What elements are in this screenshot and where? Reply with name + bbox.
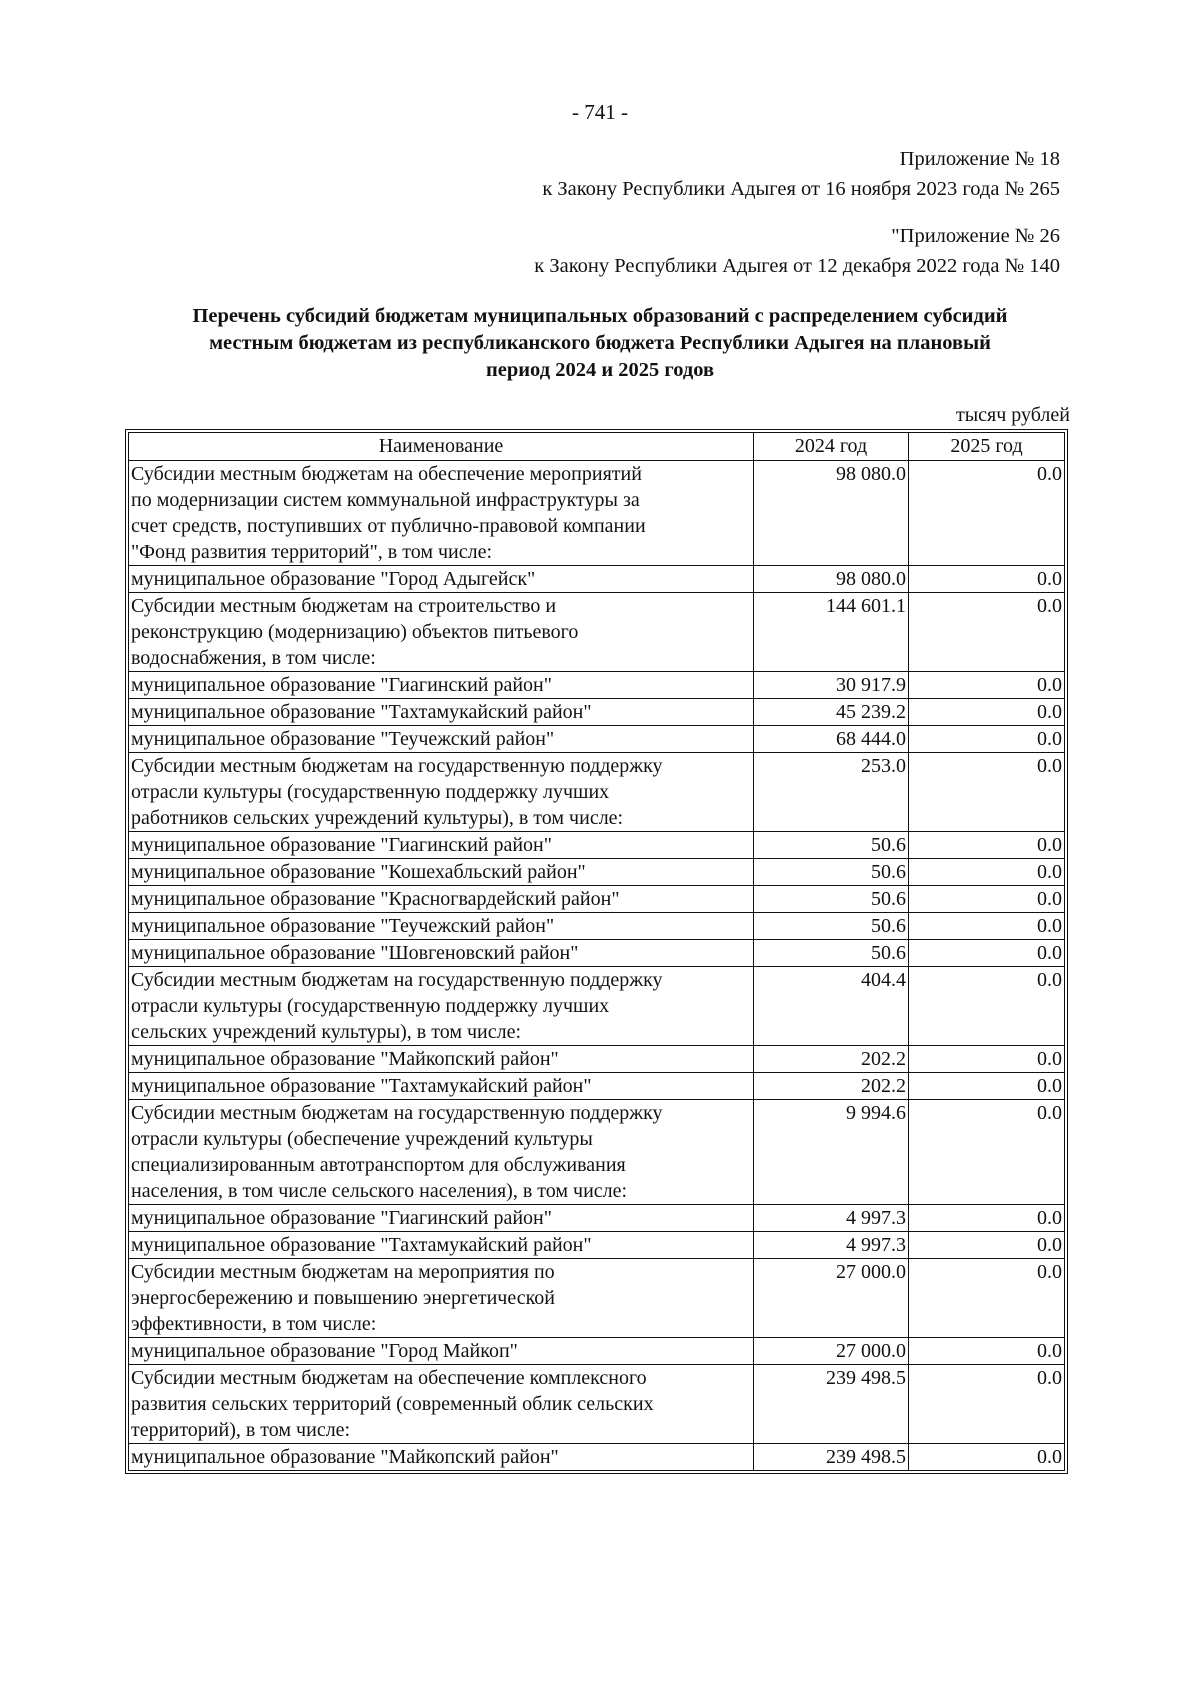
row-name-line: Субсидии местным бюджетам на государственную поддержку [131,969,663,991]
row-name [129,593,754,672]
table-row [129,967,1065,1046]
value-2024: 27 000.0 [754,1259,909,1338]
table-row [129,1232,1065,1259]
header-2024: 2024 год [754,433,909,461]
value-2025: 0.0 [909,967,1065,1046]
row-name [129,699,754,726]
row-name-line: муниципальное образование "Тахтамукайский район" [131,701,592,723]
table-header-row [129,433,1065,461]
table-row [129,1338,1065,1365]
row-name-line: Субсидии местным бюджетам на обеспечение мероприятий [131,463,642,485]
table-row [129,1365,1065,1444]
value-2024: 50.6 [754,832,909,859]
table-row [129,886,1065,913]
table-body [129,461,1065,1471]
row-name-line: муниципальное образование "Теучежский район" [131,728,555,750]
value-2025: 0.0 [909,593,1065,672]
row-name [129,1100,754,1205]
value-2025: 0.0 [909,672,1065,699]
row-name-line: населения, в том числе сельского населения), в том числе: [131,1180,628,1202]
row-name [129,1338,754,1365]
row-name-line: по модернизации систем коммунальной инфраструктуры за [131,489,640,511]
row-name [129,1232,754,1259]
value-2025: 0.0 [909,1338,1065,1365]
row-name-line: реконструкцию (модернизацию) объектов питьевого [131,621,579,643]
value-2025: 0.0 [909,1073,1065,1100]
row-name-line: муниципальное образование "Гиагинский район" [131,834,552,856]
row-name-line: территорий), в том числе: [131,1419,351,1441]
document-title-line: местным бюджетам из республиканского бюджета Республики Адыгея на плановый [209,332,991,354]
value-2025: 0.0 [909,1100,1065,1205]
row-name-line: Субсидии местным бюджетам на строительство и [131,595,557,617]
row-name-line: сельских учреждений культуры), в том числе: [131,1021,522,1043]
value-2024: 30 917.9 [754,672,909,699]
row-name-line: муниципальное образование "Тахтамукайский район" [131,1234,592,1256]
value-2025: 0.0 [909,1365,1065,1444]
document-title [120,303,1080,384]
value-2024: 404.4 [754,967,909,1046]
table-row [129,461,1065,566]
row-name [129,859,754,886]
appendix-current-law: к Закону Республики Адыгея от 16 ноября 2023 года № 265 [542,178,1060,200]
value-2025: 0.0 [909,1259,1065,1338]
value-2024: 45 239.2 [754,699,909,726]
table-row [129,940,1065,967]
row-name [129,672,754,699]
value-2025: 0.0 [909,1232,1065,1259]
value-2024: 50.6 [754,940,909,967]
header-2025: 2025 год [909,433,1065,461]
row-name-line: муниципальное образование "Майкопский район" [131,1446,559,1468]
value-2024: 50.6 [754,859,909,886]
row-name-line: муниципальное образование "Майкопский район" [131,1048,559,1070]
appendix-original-law: к Закону Республики Адыгея от 12 декабря 2022 года № 140 [534,255,1060,277]
row-name [129,461,754,566]
page-number: - 741 - [572,100,628,124]
row-name [129,1073,754,1100]
row-name [129,726,754,753]
row-name [129,753,754,832]
row-name [129,940,754,967]
value-2024: 50.6 [754,913,909,940]
row-name-line: муниципальное образование "Шовгеновский район" [131,942,579,964]
row-name-line: муниципальное образование "Теучежский район" [131,915,555,937]
row-name [129,967,754,1046]
value-2024: 202.2 [754,1046,909,1073]
header-name: Наименование [129,433,754,461]
value-2025: 0.0 [909,566,1065,593]
row-name [129,1046,754,1073]
row-name-line: Субсидии местным бюджетам на обеспечение комплексного [131,1367,647,1389]
row-name-line: "Фонд развития территорий", в том числе: [131,541,493,563]
row-name-line: работников сельских учреждений культуры), в том числе: [131,807,624,829]
row-name-line: счет средств, поступивших от публично-правовой компании [131,515,646,537]
row-name-line: муниципальное образование "Город Майкоп" [131,1340,518,1362]
table-row [129,753,1065,832]
value-2025: 0.0 [909,699,1065,726]
row-name [129,1444,754,1471]
value-2025: 0.0 [909,1046,1065,1073]
row-name-line: муниципальное образование "Тахтамукайский район" [131,1075,592,1097]
row-name [129,1365,754,1444]
value-2025: 0.0 [909,1205,1065,1232]
value-2025: 0.0 [909,940,1065,967]
table-row [129,1259,1065,1338]
row-name-line: Субсидии местным бюджетам на государственную поддержку [131,1102,663,1124]
table-row [129,832,1065,859]
table-row [129,1205,1065,1232]
value-2024: 68 444.0 [754,726,909,753]
row-name [129,1259,754,1338]
row-name-line: муниципальное образование "Красногвардейский район" [131,888,620,910]
table-row [129,726,1065,753]
value-2024: 253.0 [754,753,909,832]
value-2024: 98 080.0 [754,461,909,566]
row-name [129,832,754,859]
value-2024: 239 498.5 [754,1444,909,1471]
table-row [129,593,1065,672]
table-row [129,1046,1065,1073]
value-2024: 4 997.3 [754,1232,909,1259]
row-name [129,913,754,940]
row-name [129,886,754,913]
value-2024: 50.6 [754,886,909,913]
value-2024: 9 994.6 [754,1100,909,1205]
value-2024: 239 498.5 [754,1365,909,1444]
appendix-current-number: Приложение № 18 [899,148,1060,170]
appendix-original [534,221,1060,281]
table-row [129,1073,1065,1100]
units-label: тысяч рублей [955,404,1070,426]
value-2025: 0.0 [909,461,1065,566]
value-2024: 202.2 [754,1073,909,1100]
value-2024: 144 601.1 [754,593,909,672]
appendix-original-number: "Приложение № 26 [891,225,1060,247]
value-2025: 0.0 [909,726,1065,753]
document-title-line: Перечень субсидий бюджетам муниципальных образований с распределением субсидий [192,305,1008,327]
row-name-line: энергосбережению и повышению энергетической [131,1287,555,1309]
row-name-line: отрасли культуры (государственную поддержку лучших [131,781,610,803]
row-name-line: муниципальное образование "Гиагинский район" [131,674,552,696]
row-name-line: водоснабжения, в том числе: [131,647,376,669]
subsidies-table [128,432,1065,1471]
table-row [129,913,1065,940]
table-row [129,859,1065,886]
row-name-line: муниципальное образование "Гиагинский район" [131,1207,552,1229]
row-name [129,1205,754,1232]
value-2025: 0.0 [909,886,1065,913]
value-2025: 0.0 [909,1444,1065,1471]
value-2025: 0.0 [909,913,1065,940]
value-2024: 27 000.0 [754,1338,909,1365]
row-name-line: муниципальное образование "Кошехабльский район" [131,861,586,883]
row-name-line: развития сельских территорий (современный облик сельских [131,1393,654,1415]
row-name-line: Субсидии местным бюджетам на государственную поддержку [131,755,663,777]
row-name-line: отрасли культуры (обеспечение учреждений культуры [131,1128,593,1150]
row-name-line: специализированным автотранспортом для обслуживания [131,1154,626,1176]
row-name-line: эффективности, в том числе: [131,1313,377,1335]
table-row [129,1100,1065,1205]
row-name-line: муниципальное образование "Город Адыгейск" [131,568,536,590]
value-2024: 98 080.0 [754,566,909,593]
value-2024: 4 997.3 [754,1205,909,1232]
row-name-line: Субсидии местным бюджетам на мероприятия по [131,1261,555,1283]
table-row [129,566,1065,593]
table-row [129,1444,1065,1471]
value-2025: 0.0 [909,859,1065,886]
row-name [129,566,754,593]
document-title-line: период 2024 и 2025 годов [485,359,715,381]
value-2025: 0.0 [909,832,1065,859]
table-row [129,699,1065,726]
table-row [129,672,1065,699]
row-name-line: отрасли культуры (государственную поддержку лучших [131,995,610,1017]
appendix-current [542,144,1060,204]
value-2025: 0.0 [909,753,1065,832]
